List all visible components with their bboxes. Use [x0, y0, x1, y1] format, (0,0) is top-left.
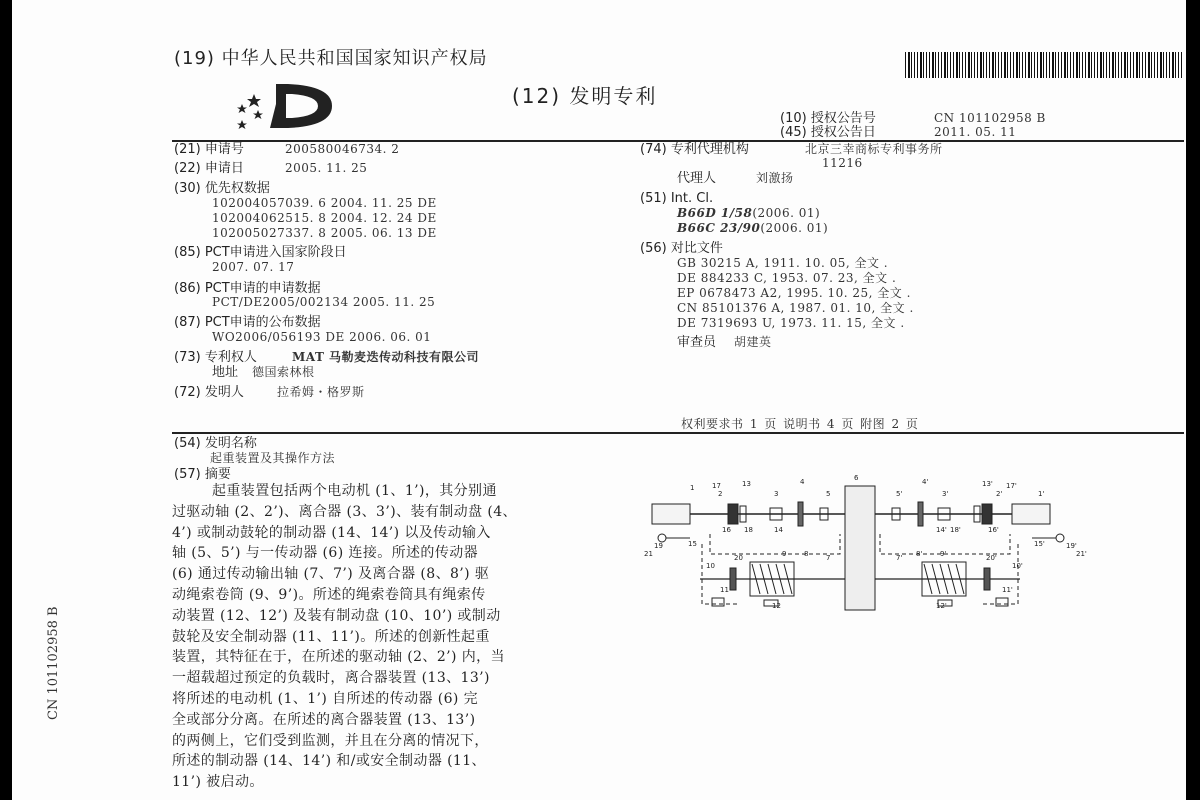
- examiner: 胡建英: [734, 335, 772, 349]
- pct-entry-label: (85) PCT申请进入国家阶段日: [174, 245, 347, 260]
- abstract-line: 全或部分分离。在所述的离合器装置 (13、13’): [172, 711, 476, 728]
- figure-reference-label: 15': [1034, 540, 1045, 548]
- pct-app: PCT/DE2005/002134 2005. 11. 25: [212, 295, 436, 309]
- crane-drive-drawing: [640, 474, 1090, 624]
- figure-reference-label: 16: [722, 526, 731, 534]
- agency-code: 11216: [822, 156, 863, 170]
- pub-no: CN 101102958 B: [934, 111, 1046, 125]
- title-label: (54) 发明名称: [174, 436, 257, 451]
- abstract-line: 的两侧上，它们受到监测，并且在分离的情况下，: [172, 732, 489, 749]
- inventor: 拉希姆・格罗斯: [277, 385, 365, 399]
- ref-item: DE 7319693 U, 1973. 11. 15, 全文 .: [677, 316, 905, 330]
- address: 德国索林根: [252, 365, 315, 379]
- figure-reference-label: 11': [1002, 586, 1013, 594]
- figure-reference-label: 5: [826, 490, 831, 498]
- figure-reference-label: 8: [804, 550, 809, 558]
- ref-item: EP 0678473 A2, 1995. 10. 25, 全文 .: [677, 286, 911, 300]
- figure-reference-label: 18': [950, 526, 961, 534]
- abstract-line: 一超载超过预定的负载时，离合器装置 (13、13’): [172, 670, 490, 687]
- abstract-line: 11’) 被启动。: [172, 774, 264, 791]
- figure-reference-label: 13': [982, 480, 993, 488]
- figure-reference-label: 2': [996, 490, 1003, 498]
- pct-entry: 2007. 07. 17: [212, 260, 295, 274]
- intcl-item: B66D 1/58(2006. 01): [677, 206, 821, 220]
- agency: 北京三幸商标专利事务所: [805, 142, 943, 156]
- figure-reference-label: 3': [942, 490, 949, 498]
- app-no-label: (21) 申请号: [174, 142, 244, 157]
- abstract-line: 4’) 或制动鼓轮的制动器 (14、14’) 以及传动输入: [172, 524, 491, 541]
- figure-reference-label: 14': [936, 526, 947, 534]
- abstract-line: 将所述的电动机 (1、1’) 自所述的传动器 (6) 完: [172, 690, 479, 707]
- agency-label: (74) 专利代理机构: [640, 142, 749, 157]
- figure-reference-label: 12: [772, 602, 781, 610]
- figure-reference-label: 19': [1066, 542, 1077, 550]
- figure-reference-label: 10: [706, 562, 715, 570]
- inventor-label: (72) 发明人: [174, 385, 244, 400]
- sipo-logo-icon: [228, 80, 348, 132]
- figure-reference-label: 21: [644, 550, 653, 558]
- patent-page: [12, 0, 1186, 800]
- priority-item: 102004062515. 8 2004. 12. 24 DE: [212, 211, 437, 225]
- ref-item: DE 884233 C, 1953. 07. 23, 全文 .: [677, 271, 897, 285]
- agent: 刘激扬: [756, 171, 794, 185]
- figure-reference-label: 7: [826, 554, 831, 562]
- side-patent-number: CN 101102958 B: [46, 606, 61, 720]
- pct-pub: WO2006/056193 DE 2006. 06. 01: [212, 330, 432, 344]
- priority-item: 102005027337. 8 2005. 06. 13 DE: [212, 226, 437, 240]
- figure-reference-label: 1': [1038, 490, 1045, 498]
- priority-item: 102004057039. 6 2004. 11. 25 DE: [212, 196, 437, 210]
- invention-title: 起重装置及其操作方法: [210, 451, 336, 465]
- doc-type: (12) 发明专利: [512, 84, 658, 108]
- figure-reference-label: 9: [782, 550, 787, 558]
- pub-date-label: (45) 授权公告日: [780, 125, 876, 140]
- ref-item: GB 30215 A, 1911. 10. 05, 全文 .: [677, 256, 889, 270]
- abstract-label: (57) 摘要: [174, 467, 231, 482]
- abstract-line: (6) 通过传动输出轴 (7、7’) 及离合器 (8、8’) 驱: [172, 566, 490, 583]
- figure-reference-label: 7': [896, 554, 903, 562]
- figure-reference-label: 8': [916, 550, 923, 558]
- figure-reference-label: 14: [774, 526, 783, 534]
- pct-pub-label: (87) PCT申请的公布数据: [174, 315, 321, 330]
- app-date: 2005. 11. 25: [285, 161, 368, 175]
- figure-reference-label: 18: [744, 526, 753, 534]
- figure-reference-label: 17: [712, 482, 721, 490]
- figure-reference-label: 15: [688, 540, 697, 548]
- abstract-line: 过驱动轴 (2、2’)、离合器 (3、3’)、装有制动盘 (4、: [172, 503, 517, 520]
- pct-app-label: (86) PCT申请的申请数据: [174, 281, 321, 296]
- refs-label: (56) 对比文件: [640, 241, 723, 256]
- figure-reference-label: 13: [742, 480, 751, 488]
- figure-reference-label: 21': [1076, 550, 1087, 558]
- abstract-line: 鼓轮及安全制动器 (11、11’)。所述的创新性起重: [172, 628, 490, 645]
- patentee-label: (73) 专利权人: [174, 350, 257, 365]
- figure-reference-label: 9': [940, 550, 947, 558]
- app-no: 200580046734. 2: [285, 142, 400, 156]
- abstract-line: 起重装置包括两个电动机 (1、1’)，其分别通: [212, 483, 497, 499]
- address-label: 地址: [212, 365, 239, 380]
- figure-reference-label: 20: [734, 554, 743, 562]
- ref-item: CN 85101376 A, 1987. 01. 10, 全文 .: [677, 301, 914, 315]
- figure-reference-label: 1: [690, 484, 695, 492]
- figure-reference-label: 5': [896, 490, 903, 498]
- abstract-line: 动装置 (12、12’) 及装有制动盘 (10、10’) 或制动: [172, 607, 501, 624]
- abstract-line: 装置，其特征在于，在所述的驱动轴 (2、2’) 内，当: [172, 649, 505, 666]
- figure-reference-label: 16': [988, 526, 999, 534]
- pub-no-label: (10) 授权公告号: [780, 111, 876, 126]
- intcl-label: (51) Int. Cl.: [640, 191, 714, 206]
- office-name: (19) 中华人民共和国国家知识产权局: [174, 48, 488, 69]
- abstract-line: 所述的制动器 (14、14’) 和/或安全制动器 (11、: [172, 753, 486, 770]
- figure-reference-label: 11: [720, 586, 729, 594]
- barcode: [905, 52, 1183, 78]
- abstract-line: 动绳索卷筒 (9、9’)。所述的绳索卷筒具有绳索传: [172, 586, 486, 603]
- figure-reference-label: 19: [654, 542, 663, 550]
- app-date-label: (22) 申请日: [174, 161, 244, 176]
- figure-reference-label: 4': [922, 478, 929, 486]
- figure-reference-label: 2: [718, 490, 723, 498]
- figure-reference-label: 10': [1012, 562, 1023, 570]
- figure-reference-label: 6: [854, 474, 859, 482]
- figure-reference-label: 20': [986, 554, 997, 562]
- page-counts: 权利要求书 1 页 说明书 4 页 附图 2 页: [681, 417, 919, 431]
- abstract-line: 轴 (5、5’) 与一传动器 (6) 连接。所述的传动器: [172, 545, 479, 562]
- pub-date: 2011. 05. 11: [934, 125, 1017, 139]
- figure-reference-label: 17': [1006, 482, 1017, 490]
- section-rule: [172, 432, 1184, 434]
- agent-label: 代理人: [677, 171, 717, 186]
- examiner-label: 审查员: [677, 335, 717, 350]
- abstract-text: [172, 481, 630, 793]
- figure-reference-label: 12': [936, 602, 947, 610]
- intcl-item: B66C 23/90(2006. 01): [677, 221, 829, 235]
- patentee: MAT 马勒麦迭传动科技有限公司: [292, 350, 480, 364]
- figure-reference-label: 3: [774, 490, 779, 498]
- priority-label: (30) 优先权数据: [174, 181, 270, 196]
- figure-reference-label: 4: [800, 478, 805, 486]
